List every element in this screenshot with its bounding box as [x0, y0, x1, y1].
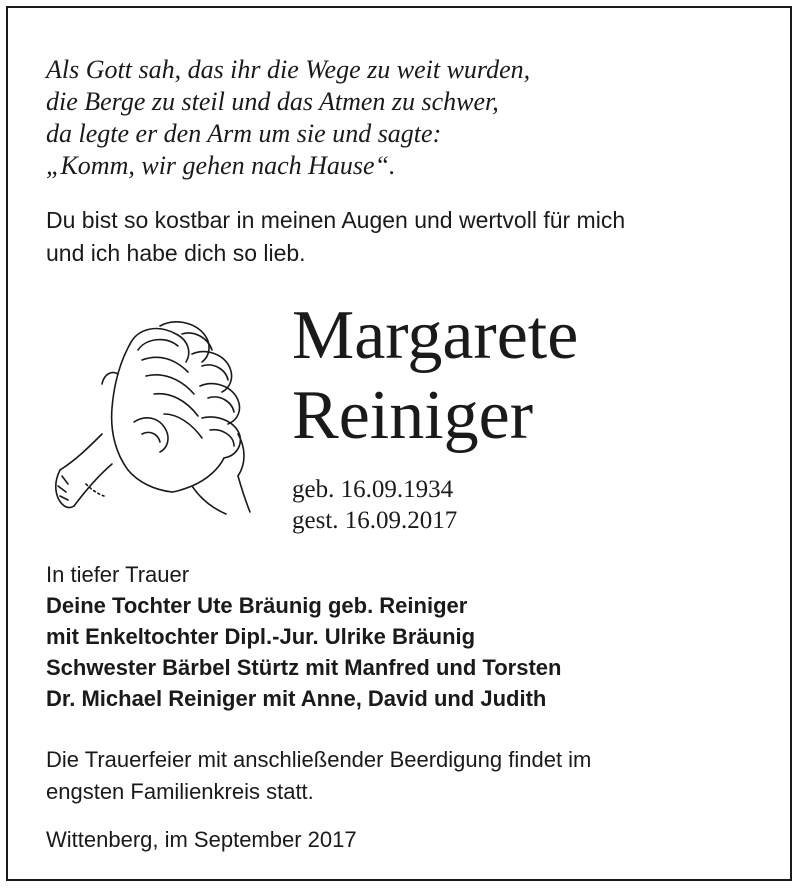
- ceremony-line: engsten Familienkreis statt.: [46, 779, 314, 804]
- mourner: Dr. Michael Reiniger mit Anne, David und Judith: [46, 686, 547, 711]
- mourners-list: [46, 590, 561, 714]
- death-date: gest. 16.09.2017: [292, 507, 458, 534]
- birth-date: geb. 16.09.1934: [292, 476, 454, 503]
- poem-line: die Berge zu steil und das Atmen zu schwer,: [46, 87, 499, 116]
- first-name: Margarete: [292, 297, 579, 374]
- life-dates: [292, 474, 457, 536]
- mourner: Schwester Bärbel Stürtz mit Manfred und Torsten: [46, 655, 562, 680]
- verse: [46, 204, 625, 270]
- ceremony-line: Die Trauerfeier mit anschließender Beerdigung findet im: [46, 747, 592, 772]
- last-name: Reiniger: [292, 377, 534, 454]
- place-and-date: Wittenberg, im September 2017: [46, 827, 357, 852]
- verse-line: und ich habe dich so lieb.: [46, 240, 306, 266]
- poem-line: da legte er den Arm um sie und sagte:: [46, 119, 442, 148]
- mourner: mit Enkeltochter Dipl.-Jur. Ulrike Bräunig: [46, 624, 476, 649]
- poem-line: Als Gott sah, das ihr die Wege zu weit wurden,: [46, 55, 531, 84]
- deceased-name: [292, 296, 578, 456]
- mourning-intro: In tiefer Trauer: [46, 562, 190, 587]
- verse-line: Du bist so kostbar in meinen Augen und wertvoll für mich: [46, 207, 626, 233]
- ceremony-note: [46, 744, 591, 808]
- obituary-notice: [6, 6, 792, 881]
- poem-line: „Komm, wir gehen nach Hause“.: [46, 151, 396, 180]
- mourner: Deine Tochter Ute Bräunig geb. Reiniger: [46, 593, 468, 618]
- poem: [46, 54, 530, 182]
- praying-hands-icon: [42, 314, 256, 520]
